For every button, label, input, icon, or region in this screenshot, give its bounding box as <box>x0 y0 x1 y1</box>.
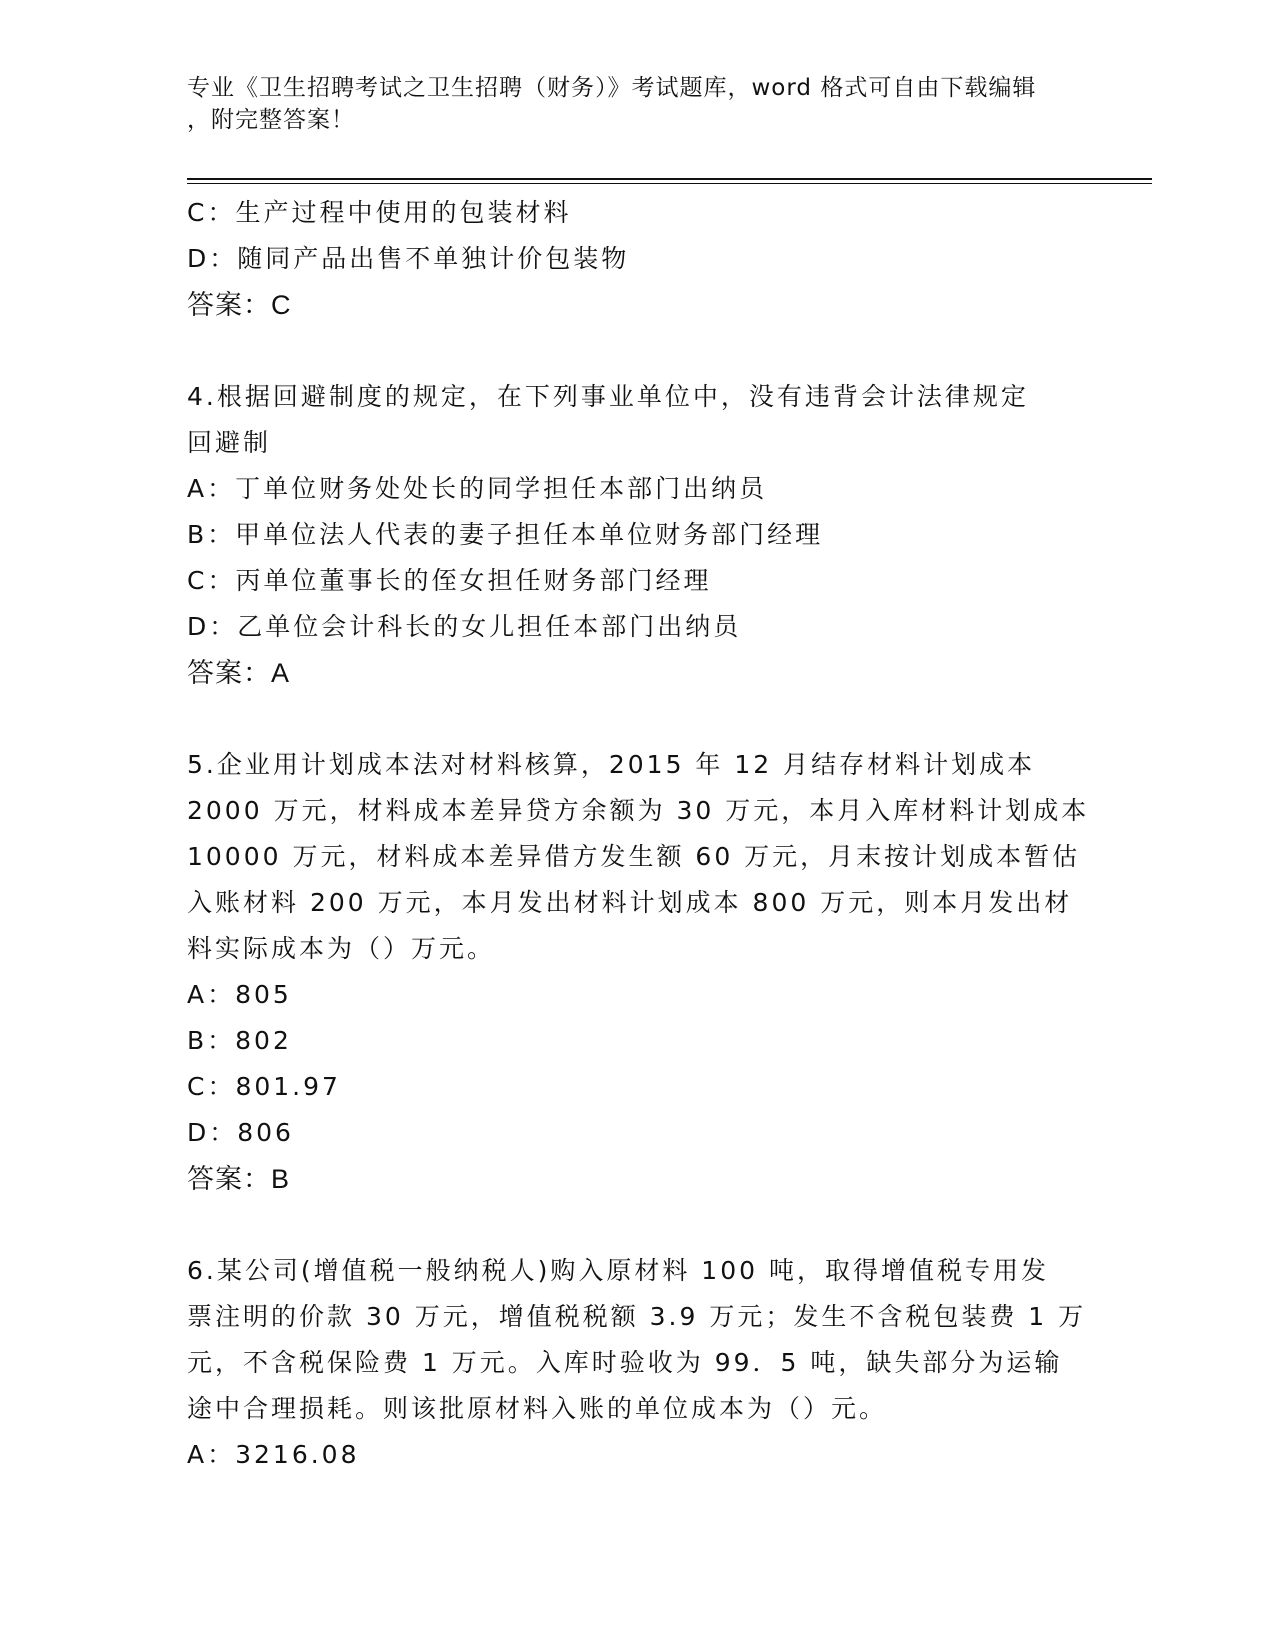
option-d: D：乙单位会计科长的女儿担任本部门出纳员 <box>187 612 742 641</box>
question-stem-line: 途中合理损耗。则该批原材料入账的单位成本为（）元。 <box>187 1394 888 1423</box>
question-list <box>187 190 1090 1478</box>
option-c: C：生产过程中使用的包装材料 <box>187 198 572 227</box>
question-stem-line: 元，不含税保险费 1 万元。入库时验收为 99．5 吨，缺失部分为运输 <box>187 1348 1063 1377</box>
option-a: A：丁单位财务处处长的同学担任本部门出纳员 <box>187 474 768 503</box>
option-a: A：3216.08 <box>187 1440 360 1469</box>
header-title-line-2: ，附完整答案！ <box>187 107 355 133</box>
question-stem-line: 回避制 <box>187 428 272 457</box>
question-4 <box>187 374 1087 696</box>
question-stem-line: 6.某公司(增值税一般纳税人)购入原材料 100 吨，取得增值税专用发 <box>187 1256 1049 1285</box>
question-stem-line: 2000 万元，材料成本差异贷方余额为 30 万元，本月入库材料计划成本 <box>187 796 1090 825</box>
option-b: B：802 <box>187 1026 292 1055</box>
spacer <box>187 328 1087 374</box>
option-b: B：甲单位法人代表的妻子担任本单位财务部门经理 <box>187 520 824 549</box>
spacer <box>187 1202 1087 1248</box>
document-header <box>187 72 1067 136</box>
question-stem-line: 料实际成本为（）万元。 <box>187 934 496 963</box>
question-stem-line: 票注明的价款 30 万元，增值税税额 3.9 万元；发生不含税包装费 1 万 <box>187 1302 1087 1331</box>
spacer <box>187 696 1087 742</box>
question-stem-line: 4.根据回避制度的规定，在下列事业单位中，没有违背会计法律规定 <box>187 382 1029 411</box>
header-title-line-1: 专业《卫生招聘考试之卫生招聘（财务）》考试题库，word 格式可自由下载编辑 <box>187 75 1037 101</box>
question-stem-line: 5.企业用计划成本法对材料核算，2015 年 12 月结存材料计划成本 <box>187 750 1036 779</box>
question-5 <box>187 742 1090 1202</box>
answer-line: 答案：B <box>187 1164 291 1194</box>
header-divider-thin <box>187 183 1152 184</box>
answer-line: 答案：C <box>187 290 292 320</box>
answer-line: 答案：A <box>187 658 291 688</box>
header-divider-thick <box>187 178 1152 180</box>
option-d: D：806 <box>187 1118 294 1147</box>
option-a: A：805 <box>187 980 292 1009</box>
question-6 <box>187 1248 1087 1478</box>
option-c: C：丙单位董事长的侄女担任财务部门经理 <box>187 566 712 595</box>
question-3-tail <box>187 190 1087 328</box>
option-d: D：随同产品出售不单独计价包装物 <box>187 244 630 273</box>
question-stem-line: 10000 万元，材料成本差异借方发生额 60 万元，月末按计划成本暂估 <box>187 842 1081 871</box>
option-c: C：801.97 <box>187 1072 341 1101</box>
question-stem-line: 入账材料 200 万元，本月发出材料计划成本 800 万元，则本月发出材 <box>187 888 1073 917</box>
